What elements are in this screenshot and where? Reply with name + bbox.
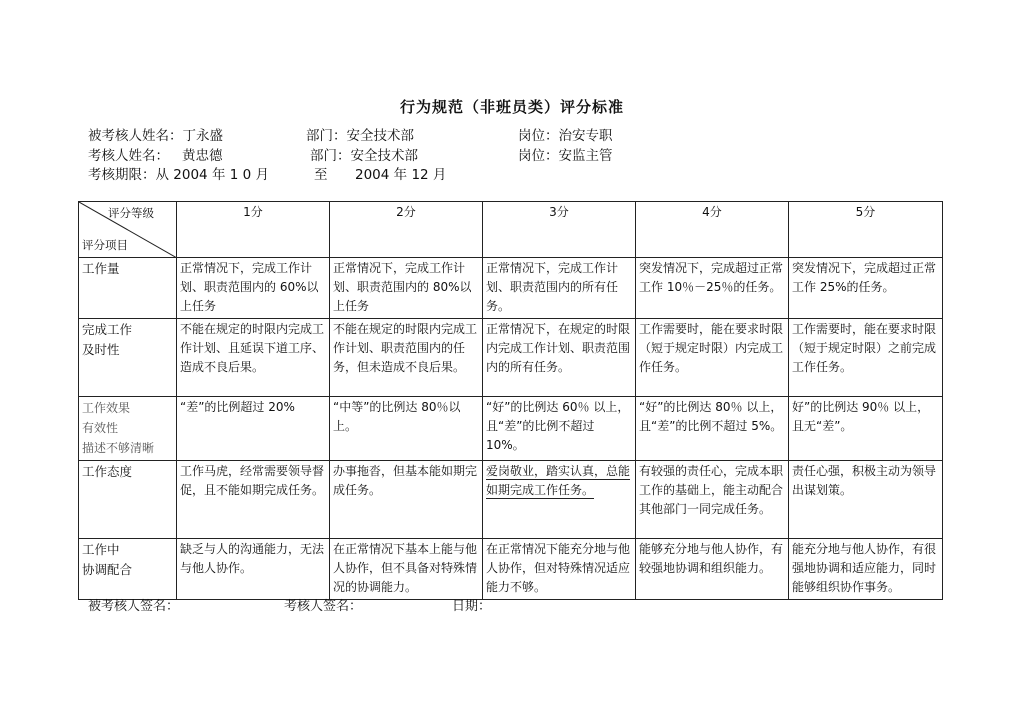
row-head-line: 工作效果 [82, 401, 131, 415]
criteria-cell: “差”的比例超过 20% [177, 397, 330, 461]
score-header-1: 1分 [177, 202, 330, 258]
score-header-2: 2分 [330, 202, 483, 258]
score-header-5: 5分 [789, 202, 943, 258]
examinee-signature: 被考核人签名： [88, 599, 180, 614]
score-header-3: 3分 [483, 202, 636, 258]
criteria-cell: 不能在规定的时限内完成工作计划、且延误下道工序、造成不良后果。 [177, 319, 330, 397]
examinee-department: 部门：安全技术部 [306, 128, 414, 144]
criteria-cell: 正常情况下，完成工作计划、职责范围内的所有任务。 [483, 258, 636, 319]
criteria-cell: 正常情况下，在规定的时限内完成工作计划、职责范围内的所有任务。 [483, 319, 636, 397]
row-head-line: 有效性 [82, 421, 119, 435]
table-row [79, 539, 943, 600]
row-head-line: 完成工作 [82, 322, 133, 337]
corner-cell [79, 202, 177, 258]
criteria-cell: 工作需要时，能在要求时限（短于规定时限）内完成工作任务。 [636, 319, 789, 397]
criteria-cell: 工作马虎，经常需要领导督促，且不能如期完成任务。 [177, 461, 330, 539]
row-head-timeliness [79, 319, 177, 397]
criteria-cell: 突发情况下，完成超过正常工作 25%的任务。 [789, 258, 943, 319]
row-head-effectiveness [79, 397, 177, 461]
scoring-table [78, 201, 943, 600]
score-header-4: 4分 [636, 202, 789, 258]
criteria-cell: 突发情况下，完成超过正常工作 10％－25％的任务。 [636, 258, 789, 319]
criteria-cell: 能充分地与他人协作，有很强地协调和适应能力，同时能够组织协作事务。 [789, 539, 943, 600]
criteria-cell: 在正常情况下能充分地与他人协作，但对特殊情况适应能力不够。 [483, 539, 636, 600]
period-from: 考核期限：从 2004 年 1 0 月 [88, 167, 269, 183]
item-axis-label: 评分项目 [82, 238, 128, 252]
row-head-line: 描述不够清晰 [82, 441, 155, 455]
criteria-cell: 责任心强，积极主动为领导出谋划策。 [789, 461, 943, 539]
examiner-label: 考核人姓名： [88, 148, 169, 164]
criteria-cell: “中等”的比例达 80％以上。 [330, 397, 483, 461]
examiner-department: 部门：安全技术部 [310, 148, 418, 164]
criteria-cell: 缺乏与人的沟通能力，无法与他人协作。 [177, 539, 330, 600]
criteria-cell: 有较强的责任心，完成本职工作的基础上，能主动配合其他部门一同完成任务。 [636, 461, 789, 539]
criteria-cell: 工作需要时，能在要求时限（短于规定时限）之前完成工作任务。 [789, 319, 943, 397]
period-to-label: 至 [314, 167, 328, 183]
examinee-name: 被考核人姓名：丁永盛 [88, 128, 223, 144]
row-head-line: 工作态度 [82, 464, 133, 479]
criteria-cell: 正常情况下，完成工作计划、职责范围内的 60%以上任务 [177, 258, 330, 319]
period-to: 2004 年 12 月 [355, 167, 447, 183]
header-row [79, 202, 943, 258]
criteria-cell: 在正常情况下基本上能与他人协作，但不具备对特殊情况的协调能力。 [330, 539, 483, 600]
examinee-position: 岗位：治安专职 [518, 128, 613, 144]
row-head-coordination [79, 539, 177, 600]
criteria-cell: 不能在规定的时限内完成工作计划、职责范围内的任务，但未造成不良后果。 [330, 319, 483, 397]
row-head-line: 工作中 [82, 542, 120, 557]
examiner-name: 黄忠德 [182, 148, 223, 164]
grade-axis-label: 评分等级 [108, 206, 154, 220]
criteria-cell: 好”的比例达 90％ 以上，且无“差”。 [789, 397, 943, 461]
criteria-cell: 正常情况下，完成工作计划、职责范围内的 80%以上任务 [330, 258, 483, 319]
row-head-line: 协调配合 [82, 562, 133, 577]
row-head-line: 及时性 [82, 342, 120, 357]
row-head-attitude [79, 461, 177, 539]
table-row [79, 258, 943, 319]
criteria-cell: 办事拖沓，但基本能如期完成任务。 [330, 461, 483, 539]
underlined-criteria: 爱岗敬业，踏实认真，总能如期完成工作任务。 [486, 464, 631, 497]
examiner-signature: 考核人签名： [284, 599, 363, 614]
examiner-position: 岗位：安监主管 [518, 148, 613, 164]
document-title: 行为规范（非班员类）评分标准 [399, 98, 624, 116]
row-head-line: 工作量 [82, 261, 120, 276]
signature-date: 日期： [452, 599, 492, 614]
criteria-cell: “好”的比例达 60％ 以上，且“差”的比例不超过 10%。 [483, 397, 636, 461]
table-row [79, 461, 943, 539]
criteria-cell: 能够充分地与他人协作，有较强地协调和组织能力。 [636, 539, 789, 600]
criteria-cell: “好”的比例达 80％ 以上，且“差”的比例不超过 5%。 [636, 397, 789, 461]
criteria-cell [483, 461, 636, 539]
table-row [79, 397, 943, 461]
table-row [79, 319, 943, 397]
row-head-workload [79, 258, 177, 319]
